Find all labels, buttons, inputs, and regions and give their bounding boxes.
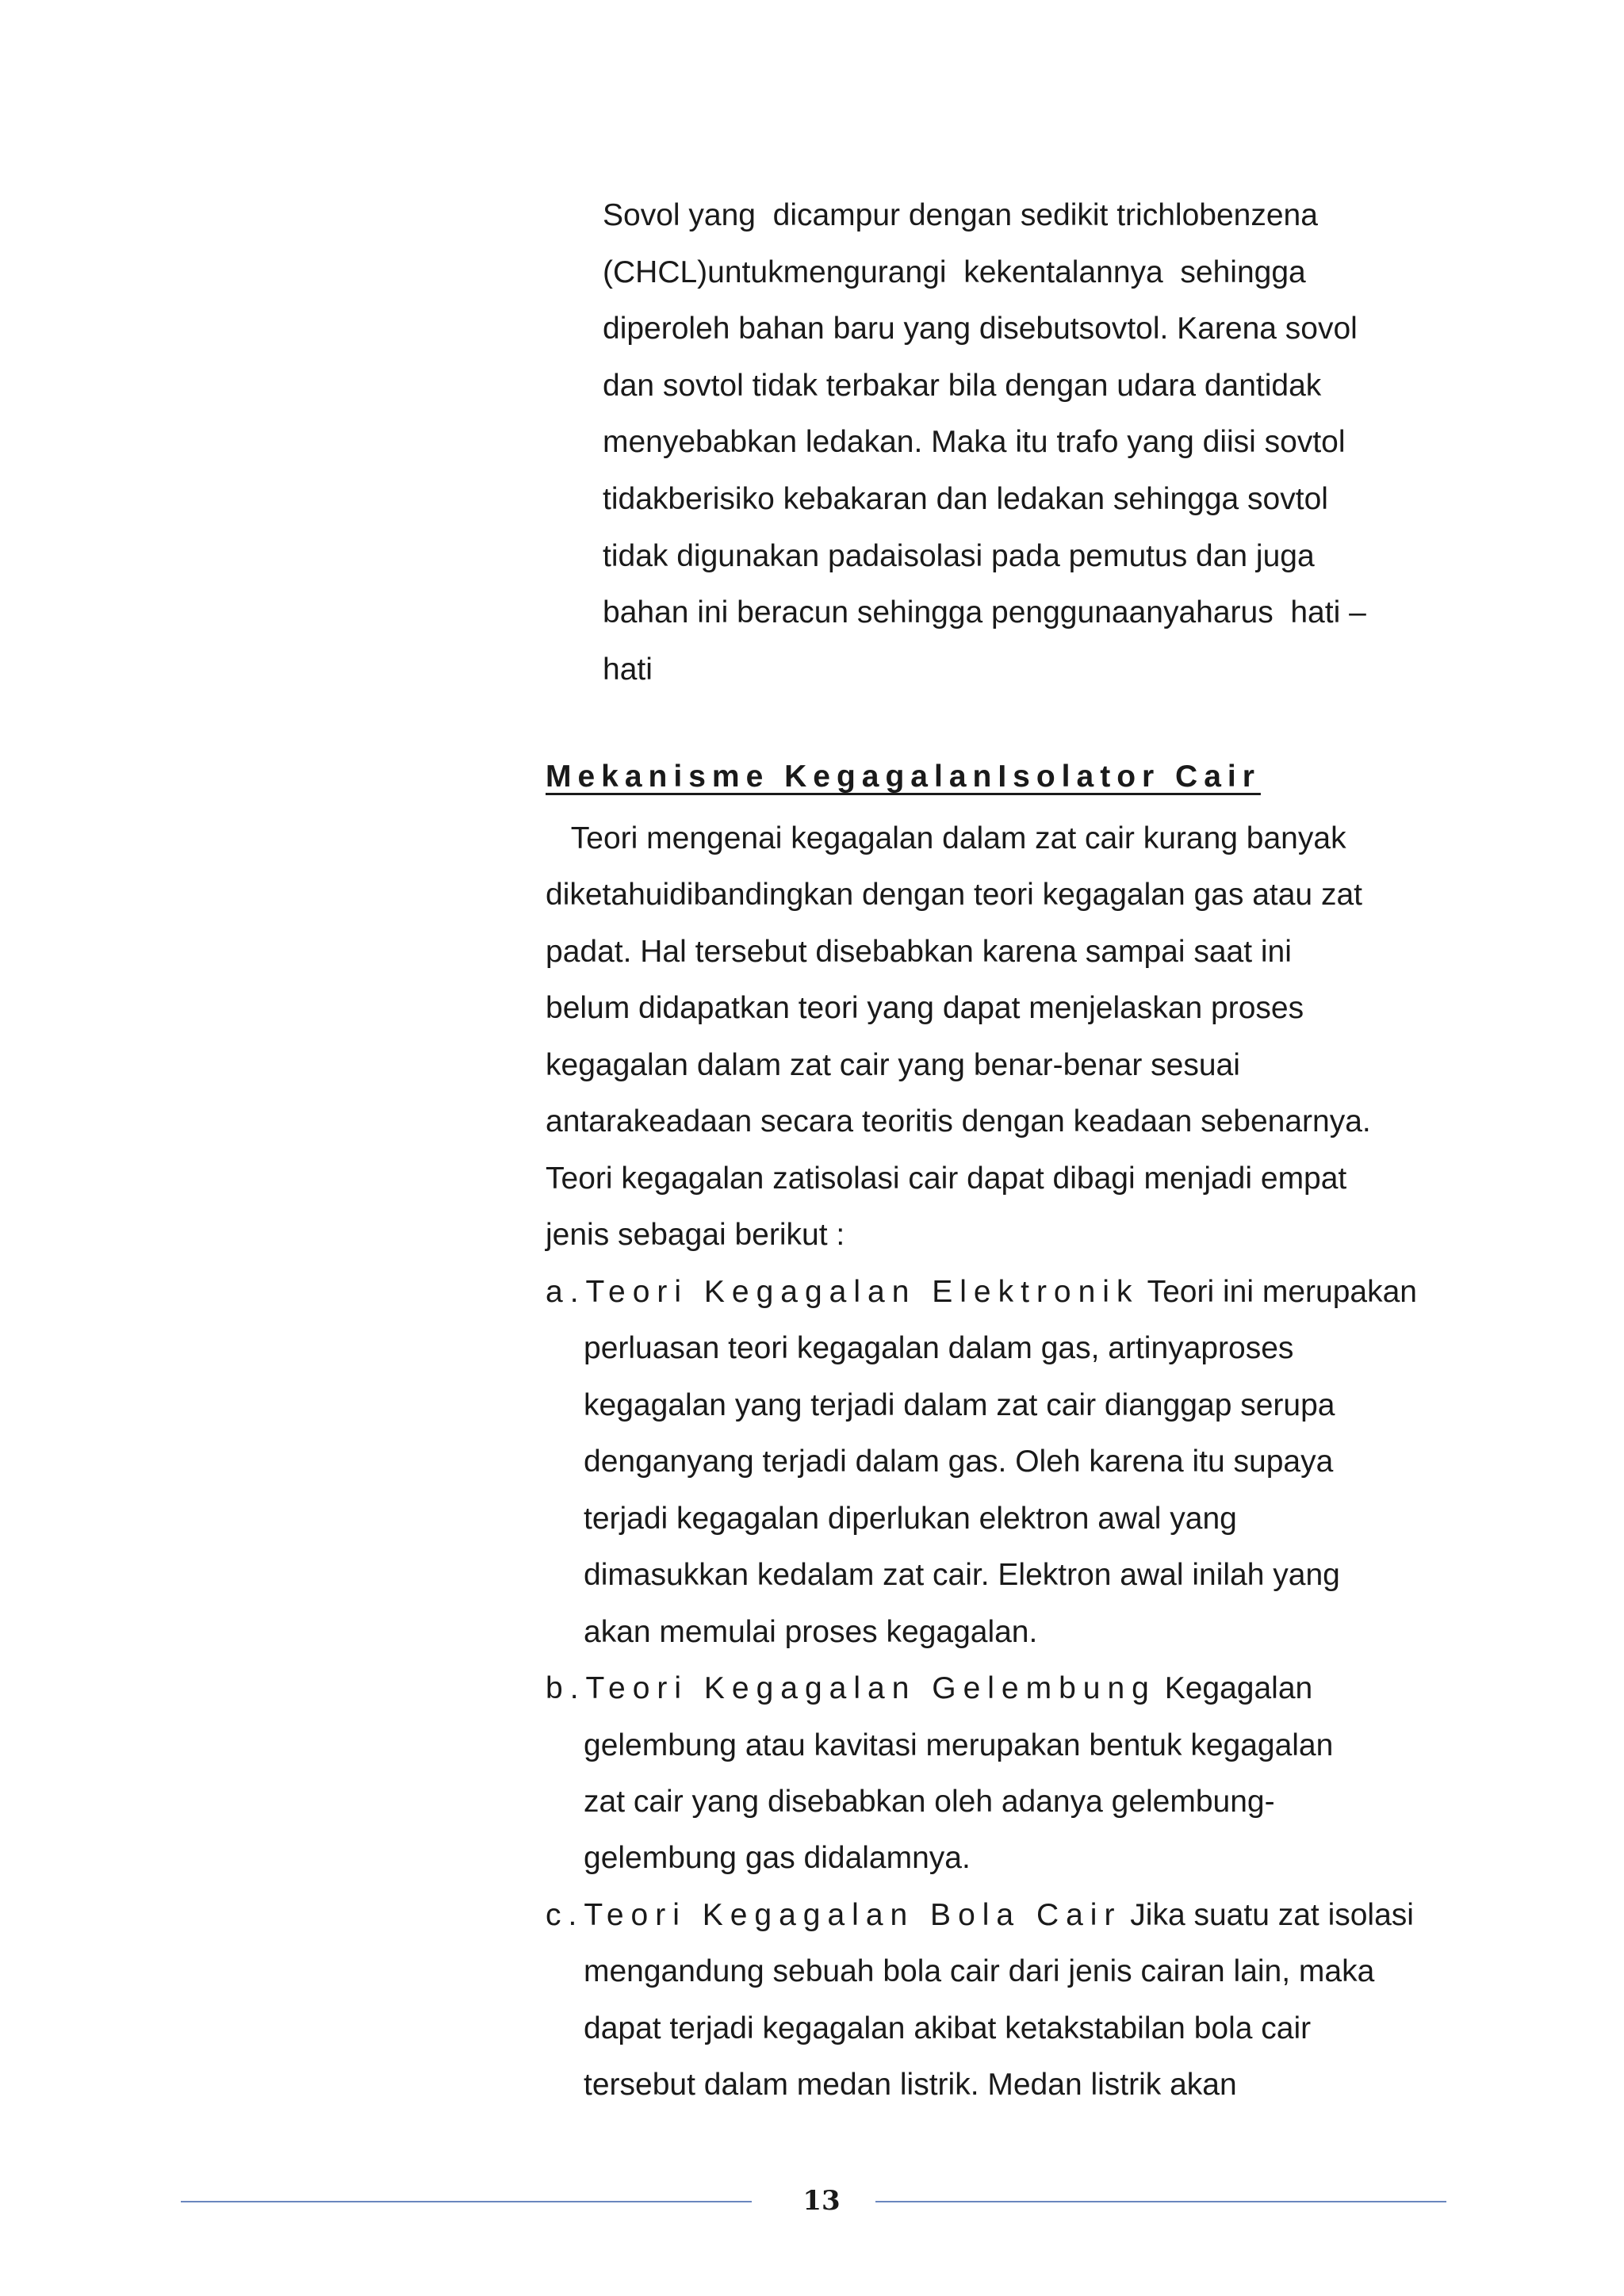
footer-divider-left (181, 2201, 752, 2202)
paragraph1-line: tidak digunakan padaisolasi pada pemutus dan juga (603, 539, 1315, 573)
paragraph2-line: padat. Hal tersebut disebabkan karena sampai saat ini (546, 935, 1292, 969)
paragraph1-line: menyebabkan ledakan. Maka itu trafo yang diisi sovtol (603, 425, 1346, 459)
list-item-line: dapat terjadi kegagalan akibat ketakstabilan bola cair (584, 2011, 1312, 2045)
section-heading: Mekanisme KegagalanIsolator Cair (546, 760, 1261, 794)
list-item-text: Teori ini merupakan (1139, 1275, 1417, 1309)
list-item-title: Teori Kegagalan Gelembung (585, 1671, 1156, 1705)
list-item-line: kegagalan yang terjadi dalam zat cair dianggap serupa (584, 1388, 1335, 1422)
list-item-line: akan memulai proses kegagalan. (584, 1615, 1038, 1649)
paragraph2-line: Teori mengenai kegagalan dalam zat cair kurang banyak (546, 821, 1346, 855)
paragraph1-line: bahan ini beracun sehingga penggunaanyaharus hati – (603, 595, 1366, 629)
list-item-text: Kegagalan (1155, 1671, 1313, 1705)
list-item-marker: b. (546, 1671, 586, 1705)
list-item-marker: a. (546, 1275, 586, 1309)
paragraph2-line: kegagalan dalam zat cair yang benar-benar sesuai (546, 1048, 1240, 1082)
list-item-line: terjadi kegagalan diperlukan elektron awal yang (584, 1502, 1237, 1536)
paragraph1-line: hati (603, 652, 653, 687)
paragraph2-line: jenis sebagai berikut : (546, 1218, 845, 1252)
paragraph1-line: diperoleh bahan baru yang disebutsovtol. Karena sovol (603, 312, 1358, 346)
list-item-a-first-line (546, 1273, 1417, 1311)
footer-divider-right (875, 2201, 1446, 2202)
list-item-line: tersebut dalam medan listrik. Medan listrik akan (584, 2068, 1237, 2102)
list-item-line: perluasan teori kegagalan dalam gas, artinyaproses (584, 1331, 1294, 1365)
list-item-text: Jika suatu zat isolasi (1121, 1898, 1414, 1932)
paragraph2-line: diketahuidibandingkan dengan teori kegagalan gas atau zat (546, 878, 1362, 912)
page-number: 13 (802, 2185, 841, 2217)
paragraph2-line: belum didapatkan teori yang dapat menjelaskan proses (546, 991, 1304, 1025)
list-item-line: denganyang terjadi dalam gas. Oleh karena itu supaya (584, 1445, 1334, 1479)
paragraph1-line: Sovol yang dicampur dengan sedikit trichlobenzena (603, 198, 1318, 232)
list-item-title: Teori Kegagalan Elektronik (585, 1275, 1139, 1309)
list-item-line: gelembung atau kavitasi merupakan bentuk kegagalan (584, 1728, 1334, 1762)
list-item-line: zat cair yang disebabkan oleh adanya gelembung- (584, 1785, 1275, 1819)
paragraph1-line: tidakberisiko kebakaran dan ledakan sehingga sovtol (603, 482, 1328, 516)
list-item-marker: c. (546, 1898, 584, 1932)
list-item-line: dimasukkan kedalam zat cair. Elektron awal inilah yang (584, 1558, 1340, 1592)
paragraph1-line: (CHCL)untukmengurangi kekentalannya sehingga (603, 255, 1306, 289)
list-item-b-first-line (546, 1670, 1312, 1708)
paragraph2-line: Teori kegagalan zatisolasi cair dapat dibagi menjadi empat (546, 1161, 1347, 1196)
paragraph1-line: dan sovtol tidak terbakar bila dengan udara dantidak (603, 369, 1322, 403)
list-item-title: Teori Kegagalan Bola Cair (584, 1898, 1122, 1932)
list-item-c-first-line (546, 1896, 1414, 1934)
list-item-line: mengandung sebuah bola cair dari jenis cairan lain, maka (584, 1954, 1375, 1988)
list-item-line: gelembung gas didalamnya. (584, 1841, 971, 1875)
paragraph2-line: antarakeadaan secara teoritis dengan keadaan sebenarnya. (546, 1104, 1371, 1138)
